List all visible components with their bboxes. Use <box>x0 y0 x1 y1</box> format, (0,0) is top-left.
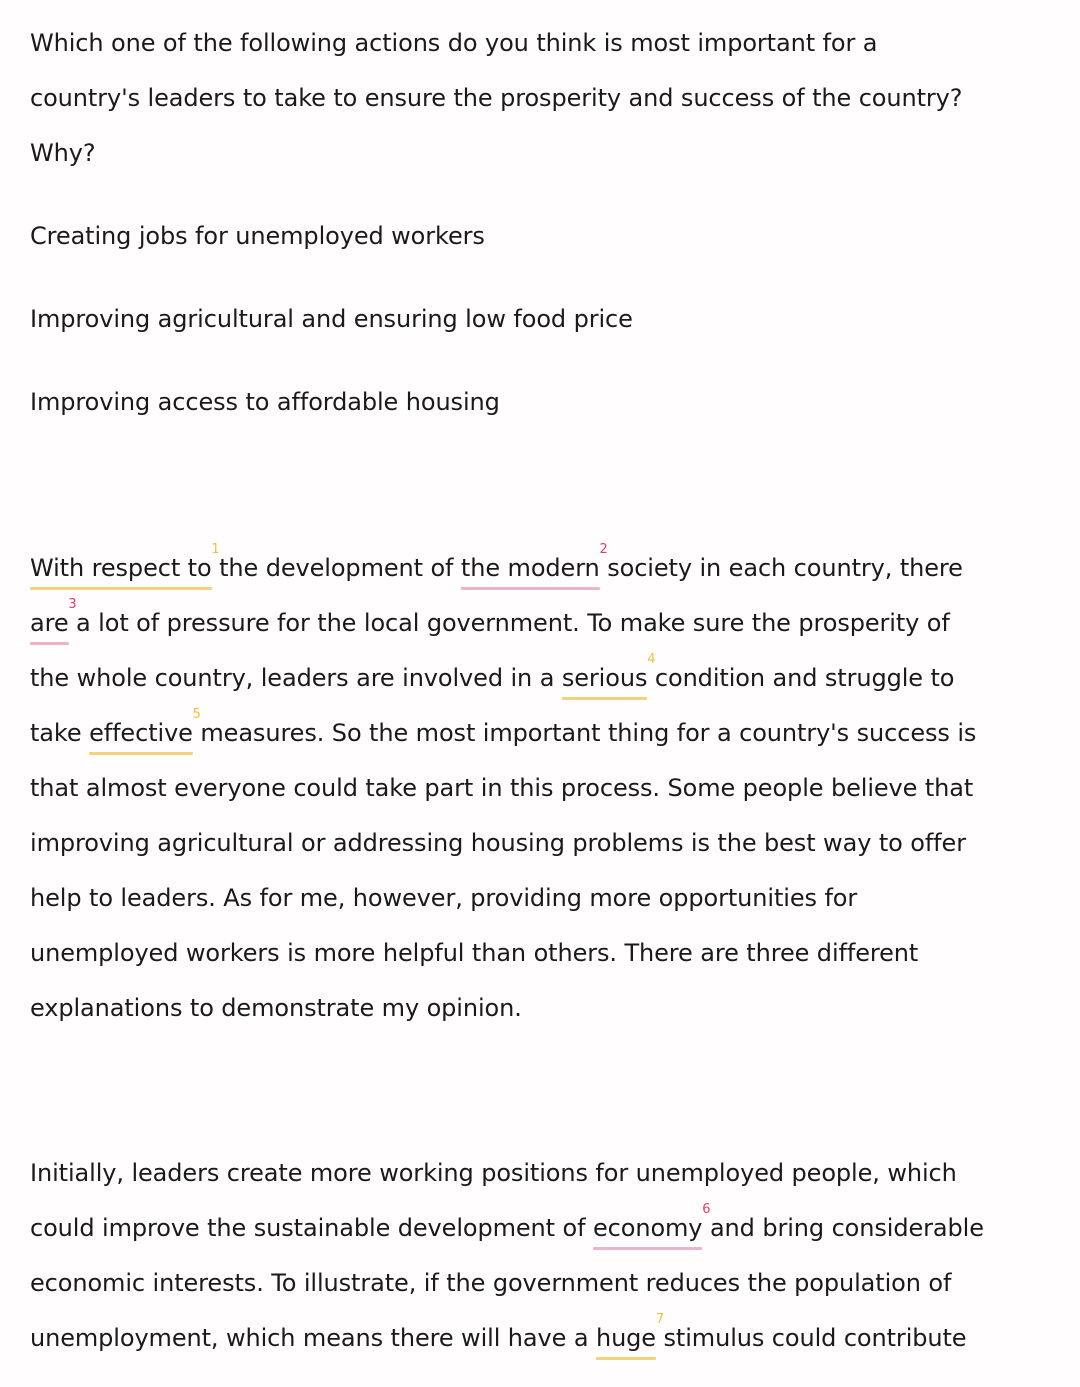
annotated-phrase: the modern 2 <box>461 541 600 596</box>
paragraph-line: could improve the sustainable development of economy 6 and bring considerable <box>30 1201 1060 1256</box>
paragraph-line: economic interests. To illustrate, if the government reduces the population of <box>30 1269 952 1297</box>
annotation-number: 6 <box>702 1202 711 1217</box>
annotation-number: 5 <box>192 707 201 722</box>
option-housing: Improving access to affordable housing <box>30 388 500 416</box>
question-line: Which one of the following actions do you think is most important for a <box>30 29 878 57</box>
question-block <box>30 16 1060 181</box>
paragraph-line: unemployment, which means there will have a huge 7 stimulus could contribute <box>30 1311 1060 1366</box>
paragraph-line: are 3 a lot of pressure for the local government. To make sure the prosperity of <box>30 596 1060 651</box>
question-line: country's leaders to take to ensure the prosperity and success of the country? <box>30 84 963 112</box>
annotation-number: 3 <box>68 597 77 612</box>
annotation-number: 7 <box>655 1312 664 1327</box>
annotation-number: 1 <box>211 542 220 557</box>
paragraph-introduction <box>30 541 1060 1036</box>
annotated-phrase: effective 5 <box>89 706 193 761</box>
annotated-phrase: serious 4 <box>562 651 648 706</box>
paragraph-line: explanations to demonstrate my opinion. <box>30 994 522 1022</box>
annotation-number: 4 <box>647 652 656 667</box>
paragraph-line: With respect to 1 the development of the modern 2 society in each country, there <box>30 541 1060 596</box>
annotation-number: 2 <box>599 542 608 557</box>
paragraph-line: take effective 5 measures. So the most important thing for a country's success is <box>30 706 1060 761</box>
paragraph-line: that almost everyone could take part in this process. Some people believe that <box>30 774 974 802</box>
annotated-phrase: With respect to 1 <box>30 541 212 596</box>
paragraph-line: improving agricultural or addressing housing problems is the best way to offer <box>30 829 966 857</box>
option-jobs: Creating jobs for unemployed workers <box>30 222 485 250</box>
paragraph-body-1 <box>30 1146 1060 1366</box>
annotated-phrase: are 3 <box>30 596 69 651</box>
question-line: Why? <box>30 139 96 167</box>
annotated-phrase: huge 7 <box>596 1311 656 1366</box>
paragraph-line: unemployed workers is more helpful than others. There are three different <box>30 939 919 967</box>
option-agriculture: Improving agricultural and ensuring low food price <box>30 305 633 333</box>
annotated-phrase: economy 6 <box>593 1201 702 1256</box>
essay-page <box>30 0 1060 1366</box>
paragraph-line: help to leaders. As for me, however, providing more opportunities for <box>30 884 858 912</box>
paragraph-line: the whole country, leaders are involved in a serious 4 condition and struggle to <box>30 651 1060 706</box>
paragraph-line: Initially, leaders create more working positions for unemployed people, which <box>30 1159 957 1187</box>
